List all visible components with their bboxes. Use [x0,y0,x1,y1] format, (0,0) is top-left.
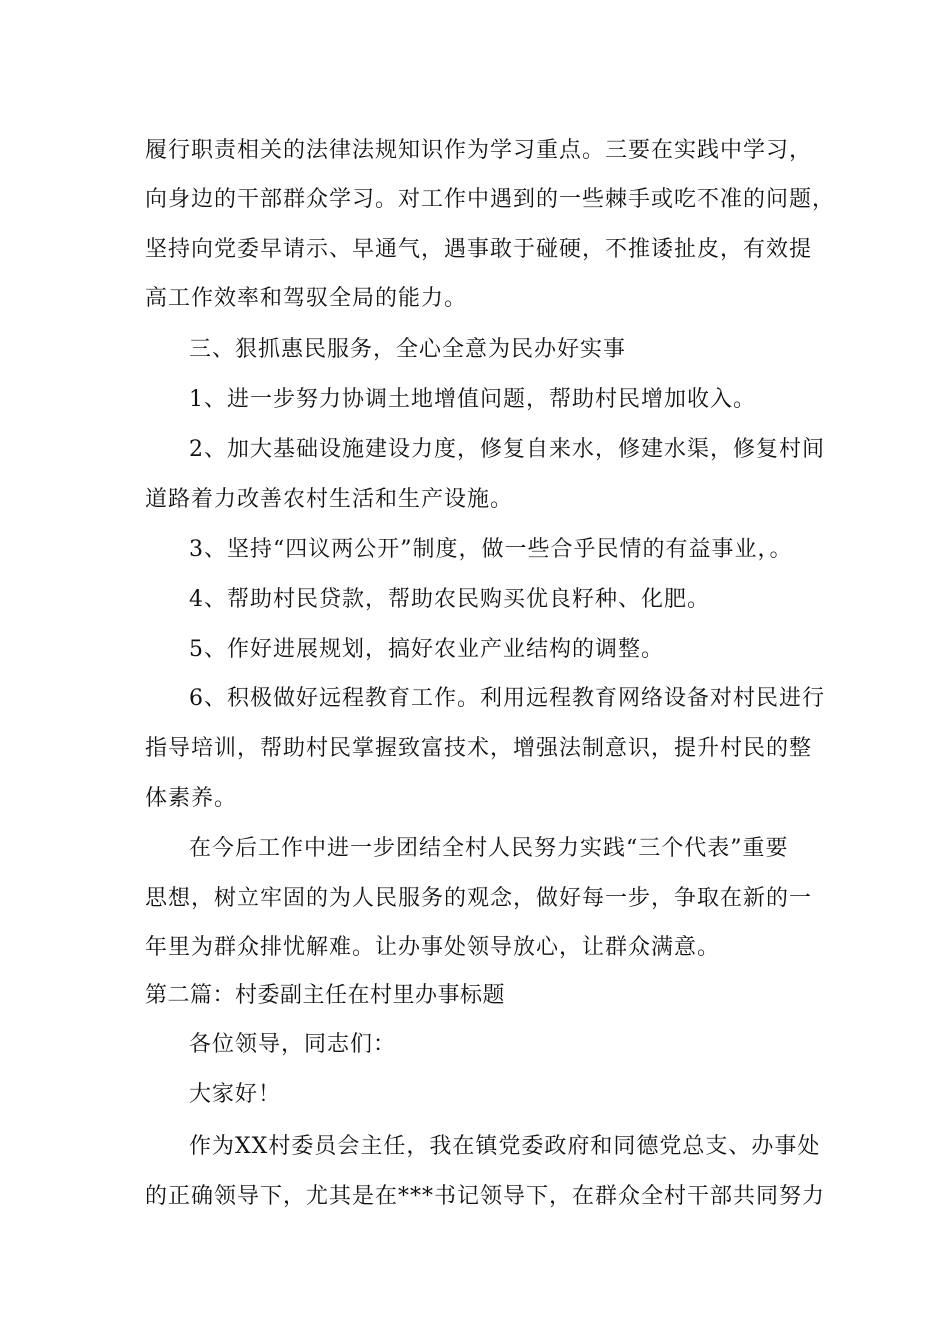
paragraph-line: 向身边的干部群众学习。对工作中遇到的一些棘手或吃不准的问题， [145,187,836,212]
list-item: 2、加大基础设施建设力度，修复自来水，修建水渠，修复村间 [189,437,825,462]
chapter-title: 第二篇：村委副主任在村里办事标题 [145,983,506,1008]
paragraph-line: 履行职责相关的法律法规知识作为学习重点。三要在实践中学习， [145,138,813,163]
paragraph-line: 作为XX村委员会主任，我在镇党委政府和同德党总支、办事处 [189,1134,821,1159]
paragraph-line: 高工作效率和驾驭全局的能力。 [145,286,468,311]
paragraph-line: 思想，树立牢固的为人民服务的观念，做好每一步，争取在新的一 [145,886,813,911]
paragraph-line: 在今后工作中进一步团结全村人民努力实践“三个代表”重要 [189,836,789,861]
paragraph-line: 指导培训，帮助村民掌握致富技术，增强法制意识，提升村民的整 [145,736,813,761]
section-heading: 三、狠抓惠民服务，全心全意为民办好实事 [189,337,627,362]
list-item: 4、帮助村民贷款，帮助农民购买优良籽种、化肥。 [189,587,710,612]
paragraph-line: 坚持向党委早请示、早通气，遇事敢于碰硬，不推诿扯皮，有效提 [145,237,813,262]
list-item: 1、进一步努力协调土地增值问题，帮助村民增加收入。 [189,387,756,412]
paragraph-line: 的正确领导下，尤其是在***书记领导下，在群众全村干部共同努力 [145,1184,826,1209]
greeting: 大家好！ [189,1082,282,1107]
paragraph-line: 道路着力改善农村生活和生产设施。 [145,487,514,512]
list-item: 5、作好进展规划，搞好农业产业结构的调整。 [189,637,664,662]
paragraph-line: 年里为群众排忧解难。让办事处领导放心，让群众满意。 [145,935,721,960]
list-item: 6、积极做好远程教育工作。利用远程教育网络设备对村民进行 [189,686,825,711]
salutation: 各位领导，同志们： [189,1032,397,1057]
paragraph-line: 体素养。 [145,786,238,811]
list-item: 3、坚持“四议两公开”制度，做一些合乎民情的有益事业，。 [189,537,793,562]
